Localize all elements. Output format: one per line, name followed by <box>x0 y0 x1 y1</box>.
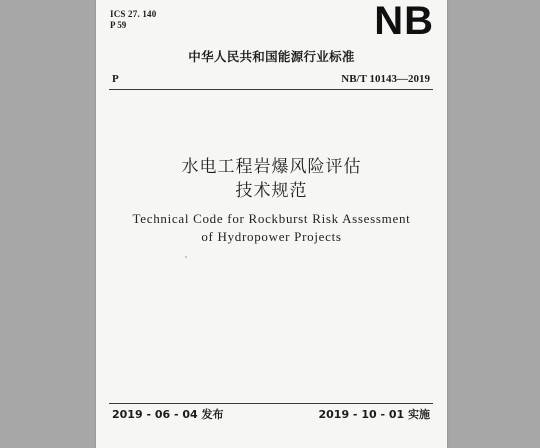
title-en-line2: of Hydropower Projects <box>201 229 342 244</box>
implement-date: 2019 - 10 - 01 实施 <box>318 408 430 421</box>
ics-code: ICS 27. 140 <box>110 9 157 19</box>
top-divider <box>109 89 433 90</box>
p-code: P 59 <box>110 20 127 30</box>
standard-number: NB/T 10143—2019 <box>341 73 430 85</box>
title-zh-line2: 技术规范 <box>235 181 308 201</box>
title-zh-line1: 水电工程岩爆风险评估 <box>181 157 362 177</box>
standard-title: 中华人民共和国能源行业标准 <box>188 49 355 64</box>
title-en-line1: Technical Code for Rockburst Risk Assessment <box>132 211 411 226</box>
category-code: P <box>112 73 119 85</box>
document-cover-page <box>96 0 447 448</box>
nb-logo: NB <box>374 0 434 43</box>
bottom-divider <box>109 403 433 404</box>
issue-date: 2019 - 06 - 04 发布 <box>112 408 224 421</box>
speck <box>185 256 187 258</box>
